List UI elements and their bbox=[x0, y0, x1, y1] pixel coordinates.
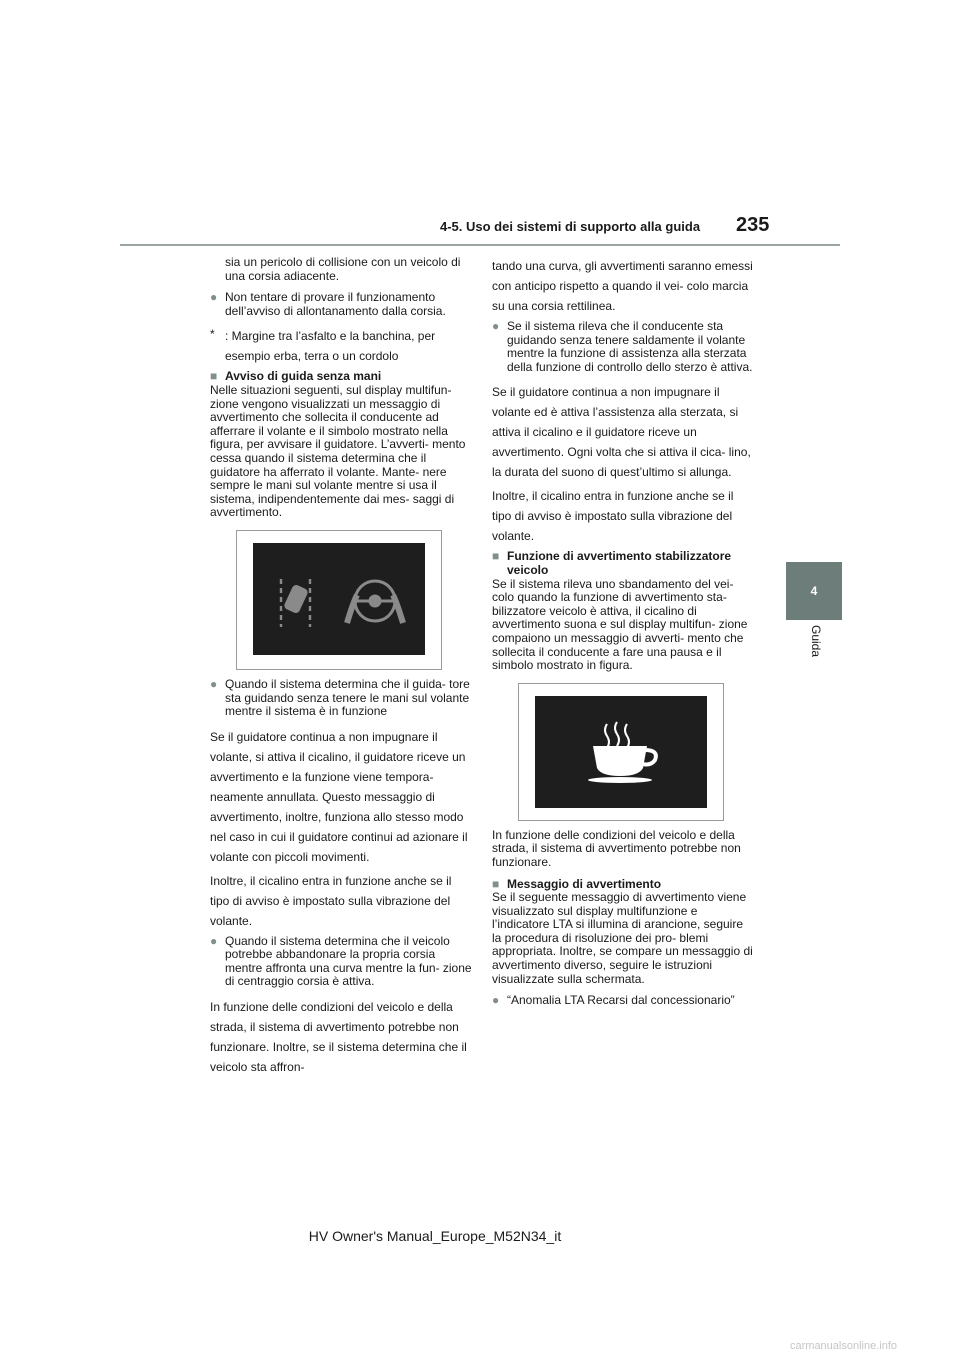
bullet-item bbox=[492, 994, 754, 1008]
footnote-text: : Margine tra l’asfalto e la banchina, per esempio erba, terra o un cordolo bbox=[225, 329, 436, 364]
lane-departure-car-icon bbox=[281, 579, 310, 627]
hands-off-icons bbox=[253, 543, 425, 655]
bullet-dot-icon: ● bbox=[210, 933, 218, 948]
subheading bbox=[492, 550, 754, 577]
bullet-item bbox=[210, 678, 472, 719]
bullet-dot-icon: ● bbox=[492, 319, 500, 333]
coffee-figure bbox=[518, 683, 724, 821]
paragraph: Se il guidatore continua a non impugnare il volante, si attiva il cicalino, il guidatore riceve un avvertimento e la funzione viene tempora- neamente annullata. Questo messaggio di avvertimento, inoltre, funziona allo stesso modo nel caso in cui il guidatore continui ad azionare il volante con piccoli movimenti. bbox=[210, 729, 468, 864]
bullet-text: Non tentare di provare il funzionamento dell’avviso di allontanamento dalla corsia. bbox=[225, 290, 446, 318]
section-title: 4-5. Uso dei sistemi di supporto alla guida bbox=[440, 219, 701, 234]
display-screen bbox=[253, 543, 425, 655]
square-bullet-icon: ■ bbox=[210, 369, 218, 384]
watermark: carmanualsonline.info bbox=[790, 1340, 898, 1352]
coffee-cup-icon bbox=[535, 696, 707, 808]
header-rule bbox=[120, 244, 840, 246]
paragraph: tando una curva, gli avvertimenti saranno emessi con anticipo rispetto a quando il vei- colo marcia su una corsia rettilinea. bbox=[492, 259, 753, 313]
bullet-item bbox=[492, 320, 754, 374]
paragraph: Se il sistema rileva uno sbandamento del vei- colo quando la funzione di avvertimento sta- bilizzatore veicolo è attiva, il cicalino di avvertimento suona e sul display multifun- zione compaiono un messaggio di avverti- mento che sollecita il conducente a fare una pausa e il simbolo mostrato in figura. bbox=[492, 576, 748, 673]
subheading bbox=[492, 878, 754, 892]
chapter-number: 4 bbox=[810, 584, 818, 598]
paragraph: In funzione delle condizioni del veicolo e della strada, il sistema di avvertimento potrebbe non funzionare. Inoltre, se il sistema determina che il veicolo sta affron- bbox=[210, 1000, 467, 1075]
left-column bbox=[210, 256, 472, 1081]
page-number: 235 bbox=[736, 214, 770, 236]
paragraph bbox=[210, 256, 472, 283]
footnote-mark: * bbox=[210, 327, 215, 342]
bullet-item bbox=[210, 935, 472, 989]
chapter-label: Guida bbox=[809, 624, 823, 658]
square-bullet-icon: ■ bbox=[492, 876, 500, 891]
paragraph: Se il seguente messaggio di avvertimento viene visualizzato sul display multifunzione e l’indicatore LTA si illumina di arancione, seguire la procedura di risoluzione dei pro- blemi appropriata. Inoltre, se compare un messaggio di avvertimento diverso, seguire le istruzioni visualizzate sulla schermata. bbox=[492, 890, 753, 986]
footer-text: HV Owner's Manual_Europe_M52N34_it bbox=[308, 1228, 562, 1244]
subheading-text: Avviso di guida senza mani bbox=[225, 369, 382, 384]
subheading-text: Funzione di avvertimento stabilizzatore veicolo bbox=[507, 549, 732, 577]
bullet-text: “Anomalia LTA Recarsi dal concessionario” bbox=[507, 993, 735, 1008]
bullet-text: Quando il sistema determina che il guida- tore sta guidando senza tenere le mani sul volante mentre il sistema è in funzione bbox=[225, 676, 470, 719]
bullet-dot-icon: ● bbox=[210, 676, 218, 691]
bullet-dot-icon: ● bbox=[210, 290, 218, 305]
paragraph: In funzione delle condizioni del veicolo e della strada, il sistema di avvertimento potrebbe non funzionare. bbox=[492, 827, 741, 869]
bullet-item bbox=[210, 291, 472, 318]
bullet-text: Quando il sistema determina che il veicolo potrebbe abbandonare la propria corsia mentre affronta una curva mentre la fun- zione di centraggio corsia è attiva. bbox=[225, 933, 472, 989]
subheading-text: Messaggio di avvertimento bbox=[507, 876, 662, 891]
footnote bbox=[210, 326, 472, 366]
bullet-dot-icon: ● bbox=[492, 993, 500, 1008]
paragraph: Inoltre, il cicalino entra in funzione anche se il tipo di avviso è impostato sulla vibrazione del volante. bbox=[492, 489, 734, 544]
hands-on-wheel-icon bbox=[347, 581, 403, 623]
subheading bbox=[210, 370, 472, 384]
square-bullet-icon: ■ bbox=[492, 549, 500, 564]
paragraph: Nelle situazioni seguenti, sul display multifun- zione vengono visualizzati un messaggio di avvertimento che sollecita il conducente ad afferrare il volante e il simbolo mostrato nella figura, per avvisare il guidatore. L’avverti- mento cessa quando il sistema determina che il guidatore ha afferrato il volante. Mante- nere sempre le mani sul volante mentre si usa il sistema, indipendentemente dai mes- saggi di avvertimento. bbox=[210, 382, 466, 520]
right-column bbox=[492, 256, 754, 1016]
display-screen bbox=[535, 696, 707, 808]
paragraph: Inoltre, il cicalino entra in funzione anche se il tipo di avviso è impostato sulla vibrazione del volante. bbox=[210, 873, 452, 928]
bullet-text: Se il sistema rileva che il conducente sta guidando senza tenere saldamente il volante mentre la funzione di assistenza alla sterzata della funzione di controllo dello sterzo è attiva. bbox=[507, 319, 753, 374]
paragraph: Se il guidatore continua a non impugnare il volante ed è attiva l’assistenza alla sterzata, si attiva il cicalino e il guidatore riceve un avvertimento. Ogni volta che si attiva il cica- lino, la durata del suono di quest’ultimo si allunga. bbox=[492, 385, 751, 480]
continued-text: sia un pericolo di collisione con un veicolo di una corsia adiacente. bbox=[225, 255, 461, 283]
hands-off-figure bbox=[236, 530, 442, 670]
